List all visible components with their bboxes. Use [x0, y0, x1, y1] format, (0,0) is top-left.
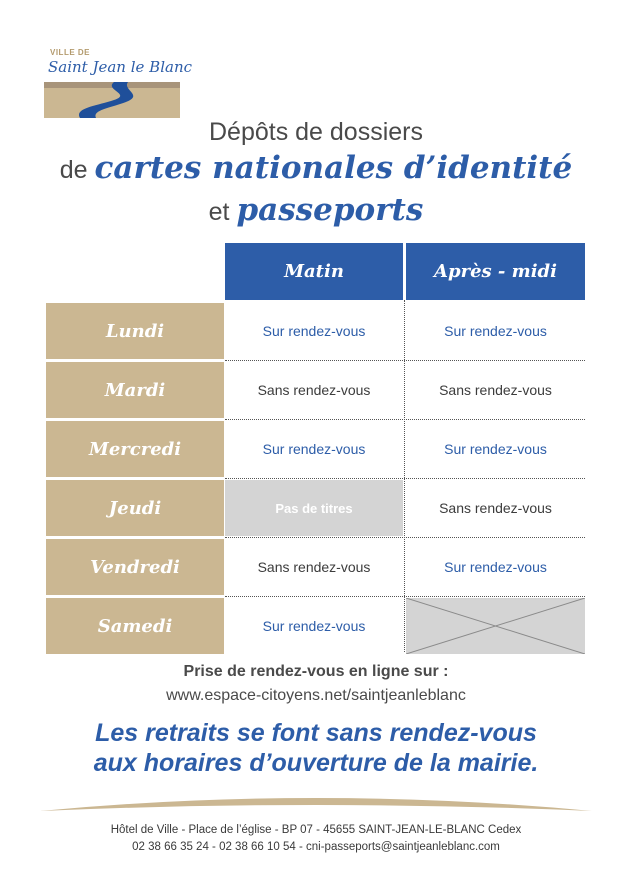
day-mercredi: Mercredi: [46, 421, 224, 477]
row-divider: [225, 478, 585, 479]
closed-cross-icon: [406, 598, 585, 654]
row-divider: [225, 537, 585, 538]
cell-jeudi-matin: Pas de titres: [225, 480, 403, 536]
column-divider: [404, 300, 405, 652]
header-matin: Matin: [225, 243, 403, 300]
cell-mardi-matin: Sans rendez-vous: [257, 382, 371, 398]
footer-contact: [0, 822, 632, 856]
row-divider: [225, 360, 585, 361]
retraits-line-2: aux horaires d’ouverture de la mairie.: [93, 749, 539, 777]
day-vendredi: Vendredi: [46, 539, 224, 595]
heading-line-3: [0, 192, 632, 228]
header-apres-midi: Après - midi: [406, 243, 585, 300]
decorative-swoosh: [40, 793, 592, 817]
schedule-table: [46, 243, 586, 653]
day-samedi: Samedi: [46, 598, 224, 654]
cell-vendredi-matin: Sans rendez-vous: [257, 559, 371, 575]
day-jeudi: Jeudi: [46, 480, 224, 536]
heading-prefix-et: et: [208, 198, 230, 226]
city-logo: [44, 48, 193, 120]
heading-line-2: [0, 150, 632, 186]
retraits-notice: [0, 718, 632, 778]
footer-phone-email: 02 38 66 35 24 - 02 38 66 10 54 - cni-passeports@saintjeanleblanc.com: [132, 841, 500, 853]
heading-prefix-de: de: [59, 156, 88, 184]
cell-lundi-apres-midi: Sur rendez-vous: [444, 323, 547, 339]
cell-vendredi-apres-midi: Sur rendez-vous: [444, 559, 547, 575]
cell-mercredi-apres-midi: Sur rendez-vous: [444, 441, 547, 457]
booking-url[interactable]: www.espace-citoyens.net/saintjeanleblanc: [166, 687, 466, 704]
footer-address: Hôtel de Ville - Place de l’église - BP 07 - 45655 SAINT-JEAN-LE-BLANC Cedex: [110, 824, 522, 836]
retraits-line-1: Les retraits se font sans rendez-vous: [95, 719, 537, 747]
cell-mardi-apres-midi: Sans rendez-vous: [439, 382, 552, 398]
row-divider: [225, 419, 585, 420]
heading-cni: cartes nationales d’identité: [94, 150, 573, 186]
cell-lundi-matin: Sur rendez-vous: [262, 323, 366, 339]
logo-name-text: Saint Jean le Blanc: [48, 58, 193, 76]
logo-river-icon: [44, 82, 180, 118]
day-lundi: Lundi: [46, 303, 224, 359]
day-mardi: Mardi: [46, 362, 224, 418]
booking-label: Prise de rendez-vous en ligne sur :: [183, 663, 449, 680]
heading-line-1: Dépôts de dossiers: [208, 118, 423, 146]
logo-ville-text: VILLE DE: [50, 48, 91, 57]
row-divider: [225, 596, 585, 597]
cell-samedi-matin: Sur rendez-vous: [262, 618, 366, 634]
cell-samedi-apres-midi-closed: [406, 598, 585, 654]
cell-jeudi-apres-midi: Sans rendez-vous: [439, 500, 552, 516]
cell-mercredi-matin: Sur rendez-vous: [262, 441, 366, 457]
heading-passeports: passeports: [236, 192, 424, 228]
